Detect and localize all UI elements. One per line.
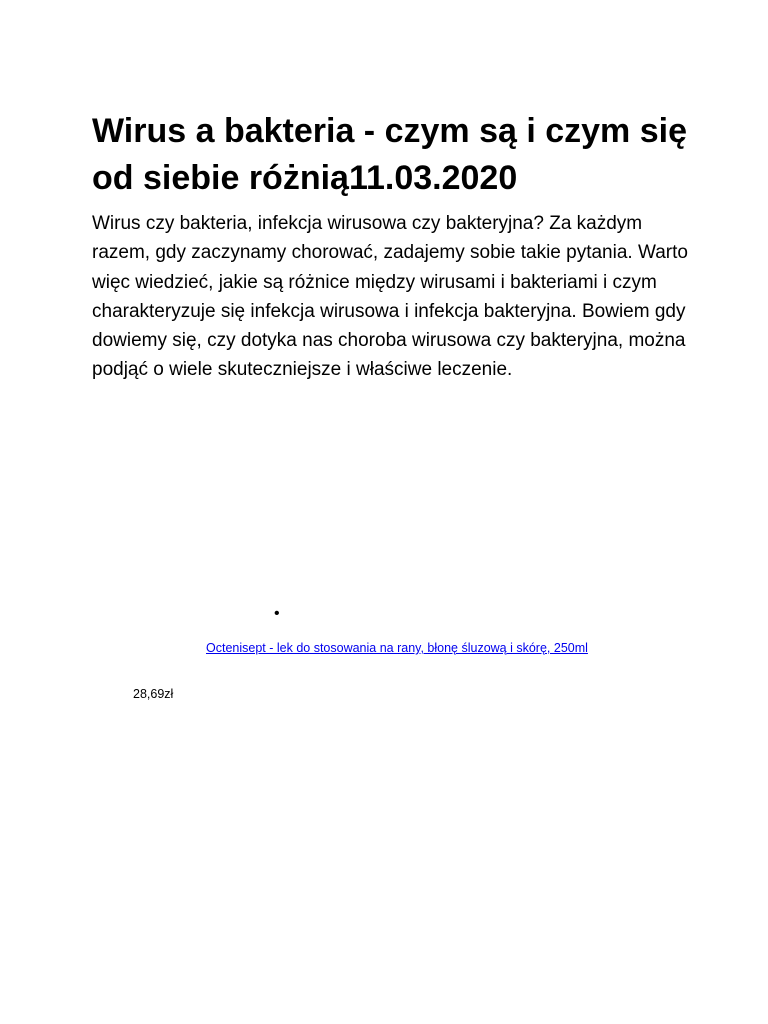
article-title: Wirus a bakteria - czym są i czym się od siebie różnią11.03.2020 bbox=[92, 112, 687, 197]
article-lead: Wirus czy bakteria, infekcja wirusowa czy bakteryjna? Za każdym razem, gdy zaczynamy chorować, zadajemy sobie takie pytania. Warto więc wiedzieć, jakie są różnice między wirusami i bakteriami i czym charakteryzuje się infekcja wirusowa i infekcja bakteryjna. Bowiem gdy dowiemy się, czy dotyka nas choroba wirusowa czy bakteryjna, można podjąć o wiele skuteczniejsze i właściwe leczenie. bbox=[92, 213, 688, 381]
product-link[interactable]: Octenisept - lek do stosowania na rany, błonę śluzową i skórę, 250ml bbox=[206, 641, 588, 655]
product-price: 28,69zł bbox=[133, 687, 174, 701]
list-bullet: • bbox=[274, 605, 280, 622]
